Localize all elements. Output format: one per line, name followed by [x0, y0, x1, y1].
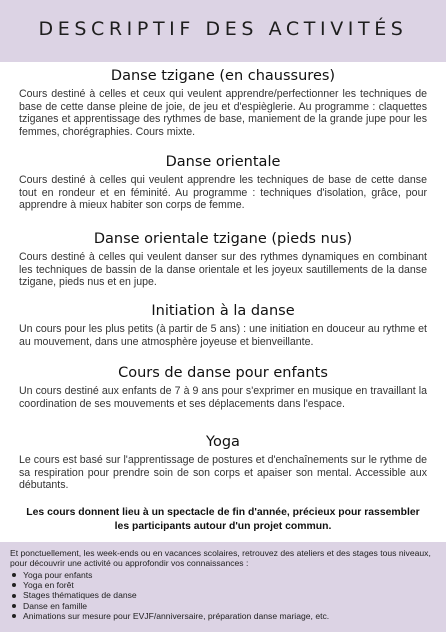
- title-banner: [0, 0, 446, 62]
- activity-description: Cours destiné à celles qui veulent apprendre les techniques de base de cette danse tout en rondeur et en féminité. Au programme : techniques d'isolation, grâce, pour apprendre à mieux habiter son corps de femme.: [19, 174, 427, 212]
- spectacle-note: Les cours donnent lieu à un spectacle de fin d'année, précieux pour rassembler les participants autour d'un projet commun.: [26, 507, 420, 532]
- activity-title: Danse tzigane (en chaussures): [110, 68, 336, 84]
- list-item: [12, 570, 436, 580]
- activity-description: Un cours pour les plus petits (à partir de 5 ans) : une initiation en douceur au rythme et au mouvement, dans une atmosphère joyeuse et bienveillante.: [19, 323, 427, 348]
- activity-description: Le cours est basé sur l'apprentissage de postures et d'enchaînements sur le rythme de sa respiration pour prendre soin de son corps et apaiser son mental. Accessible aux débutants.: [19, 454, 427, 492]
- activity-title: Cours de danse pour enfants: [118, 365, 328, 381]
- list-item: [12, 590, 436, 600]
- list-item-label: Yoga en forêt: [23, 580, 74, 591]
- activity-title: Danse orientale: [165, 154, 281, 170]
- activity-title: Yoga: [206, 434, 240, 450]
- bullet-icon: [12, 573, 16, 577]
- list-item: [12, 611, 436, 621]
- workshops-box: [0, 542, 446, 632]
- activity-description: Cours destiné à celles qui veulent danser sur des rythmes dynamiques en combinant les techniques de bassin de la danse orientale et les joyeux sautillements de la danse tzigane, pieds nus et en jupe.: [19, 251, 427, 289]
- activity-title: Danse orientale tzigane (pieds nus): [93, 231, 353, 247]
- activity-description: Cours destiné à celles et ceux qui veulent apprendre/perfectionner les techniques de base de cette danse pleine de joie, de jeu et d'espièglerie. Au programme : claquettes tziganes et apprentissage des rythmes de base, maniement de la grande jupe pour les femmes, chorégraphies. Cours mixte.: [19, 88, 427, 138]
- activity-danse-tzigane: [19, 66, 427, 138]
- bullet-icon: [12, 614, 16, 618]
- list-item-label: Stages thématiques de danse: [23, 590, 137, 601]
- activity-danse-orientale: [19, 152, 427, 212]
- list-item-label: Danse en famille: [23, 600, 88, 611]
- activity-description: Un cours destiné aux enfants de 7 à 9 ans pour s'exprimer en musique en travaillant la coordination de ses mouvements et ses déplacements dans l'espace.: [19, 385, 427, 410]
- workshops-list: [12, 570, 436, 621]
- list-item: [12, 601, 436, 611]
- activity-initiation-danse: [19, 301, 427, 348]
- bullet-icon: [12, 604, 16, 608]
- workshops-intro: Et ponctuellement, les week-ends ou en vacances scolaires, retrouvez des ateliers et des stages tous niveaux, pour découvrir une activité ou approfondir vos connaissances :: [10, 548, 431, 569]
- bullet-icon: [12, 583, 16, 587]
- bullet-icon: [12, 594, 16, 598]
- list-item-label: Animations sur mesure pour EVJF/anniversaire, préparation danse mariage, etc.: [23, 610, 330, 621]
- activity-title: Initiation à la danse: [151, 303, 295, 319]
- activity-danse-orientale-tzigane: [19, 229, 427, 289]
- list-item: [12, 580, 436, 590]
- list-item-label: Yoga pour enfants: [23, 570, 93, 580]
- activity-danse-enfants: [19, 363, 427, 410]
- page-title: DESCRIPTIF DES ACTIVITÉS: [38, 18, 408, 40]
- activity-yoga: [19, 432, 427, 492]
